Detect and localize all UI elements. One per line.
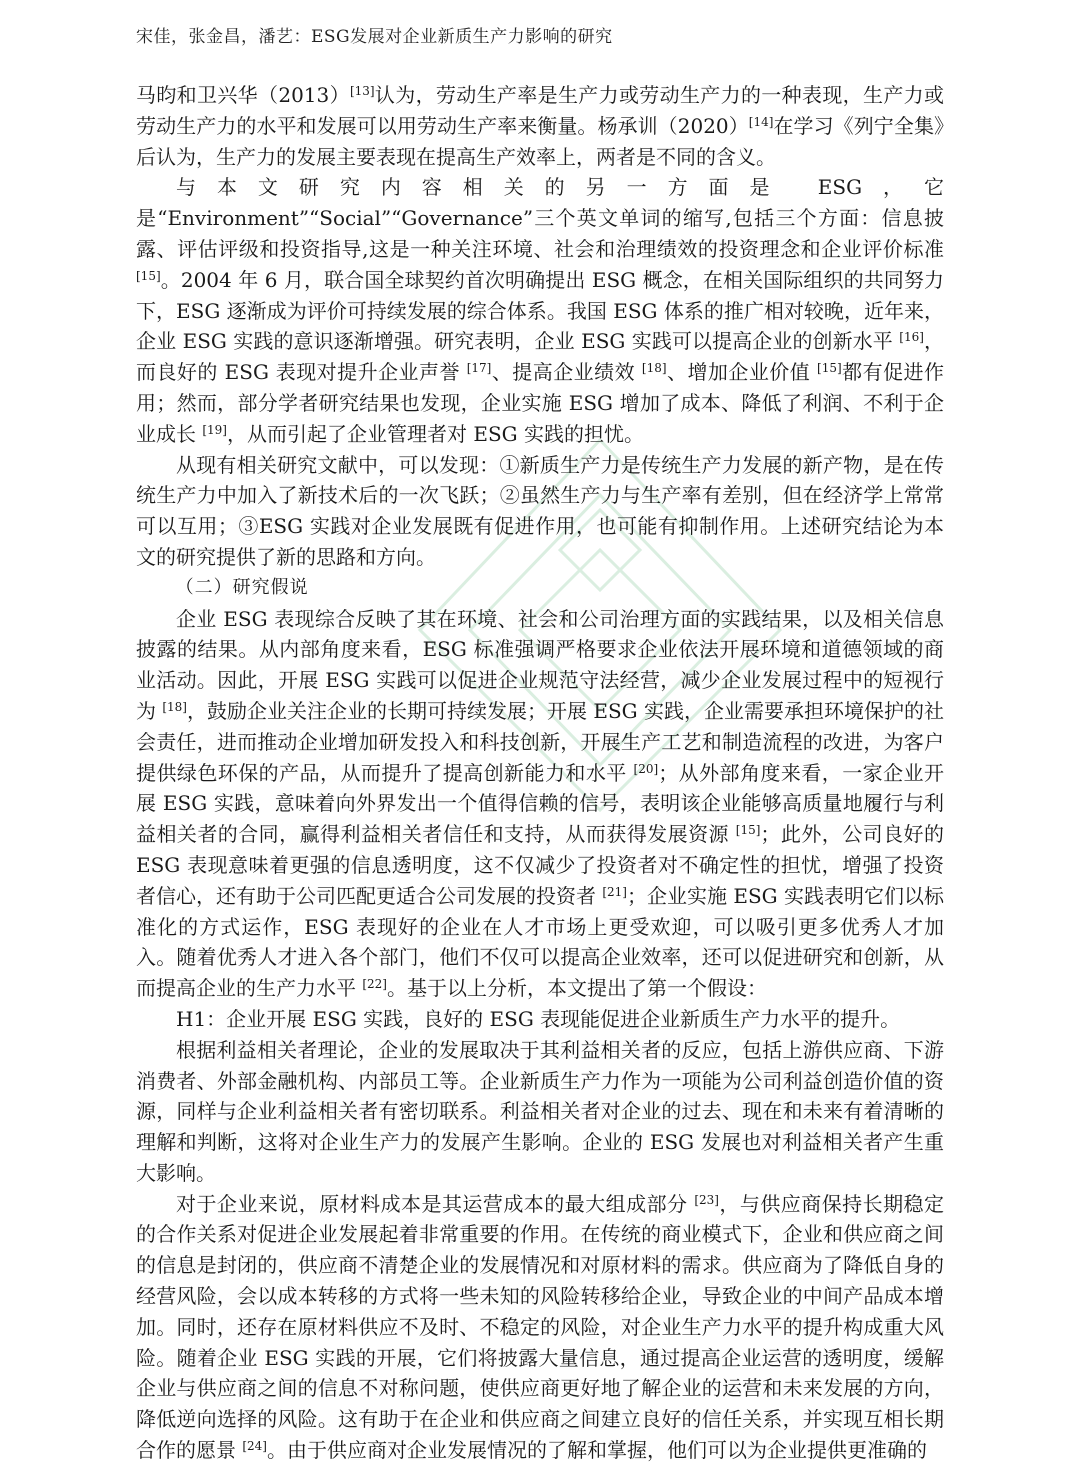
text-run: ，而良好的 ESG 表现对提升企业声誉 (136, 329, 945, 385)
text-run: ，与供应商保持长期稳定的合作关系对促进企业发展起着非常重要的作用。在传统的商业模式下，企业和供应商之间的信息是封闭的，供应商不清楚企业的发展情况和对原材料的需求。供应商为了降低自身的经营风险，会以成本转移的方式将一些未知的风险转移给企业，导致企业的中间产品成本增加。同时，还存在原材料供应不及时、不稳定的风险，对企业生产力水平的提升构成重大风险。随着企业 ESG 实践的开展，它们将披露大量信息，通过提高企业运营的透明度，缓解企业与供应商之间的信息不对称问题，使供应商更好地了解企业的运营和未来发展的方向，降低逆向选择的风险。这有助于在企业和供应商之间建立良好的信任关系，并实现互相长期合作的愿景 (136, 1191, 945, 1463)
text-run: （二）研究假说 (175, 576, 309, 598)
text-run: ，鼓励企业关注企业的长期可持续发展；开展 ESG 实践，企业需要承担环境保护的社会责任，进而推动企业增加研发投入和科技创新，开展生产工艺和制造流程的改进，为客户提供绿色环保的产品，从而提升了提高创新能力和水平 (136, 698, 944, 785)
citation-ref: [15] (817, 361, 842, 376)
citation-ref: [18] (641, 361, 667, 376)
text-run: ；此外，公司良好的 ESG 表现意味着更强的信息透明度，这不仅减少了投资者对不确定性的担忧，增强了投资者信心，还有助于公司匹配更适合公司发展的投资者 (136, 822, 945, 908)
text-run: 。由于供应商对企业发展情况的了解和掌握，他们可以为企业提供更准确的 (267, 1438, 927, 1463)
text-run: 认为，劳动生产率是生产力或劳动生产力的一种表现，生产力或劳动生产力的水平和发展可以用劳动生产率来衡量。杨承训（2020） (136, 83, 945, 138)
citation-ref: [14] (748, 114, 774, 129)
citation-ref: [20] (633, 761, 659, 776)
text-run: 都有促进作用；然而，部分学者研究结果也发现，企业实施 ESG 增加了成本、降低了利润、不利于企业成长 (136, 360, 944, 446)
citation-ref: [23] (694, 1192, 719, 1207)
paragraph (136, 1189, 944, 1466)
citation-ref: [19] (202, 422, 227, 437)
citation-ref: [17] (466, 361, 492, 376)
citation-ref: [18] (162, 699, 187, 714)
text-run: ；从外部角度来看，一家企业开展 ESG 实践，意味着向外界发出一个值得信赖的信号，表明该企业能够高质量地履行与利益相关者的合同，赢得利益相关者信任和支持，从而获得发展资源 (136, 760, 945, 847)
text-run: 对于企业来说，原材料成本是其运营成本的最大组成部分 (176, 1191, 695, 1216)
paragraph (136, 172, 944, 449)
text-run: H1：企业开展 ESG 实践，良好的 ESG 表现能促进企业新质生产力水平的提升。 (176, 1006, 901, 1031)
text-run: 马昀和卫兴华（2013） (136, 83, 350, 107)
text-run: 。2004 年 6 月，联合国全球契约首次明确提出 ESG 概念，在相关国际组织的共同努力下，ESG 逐渐成为评价可持续发展的综合体系。我国 ESG 体系的推广相对较晚，近年来，企业 ESG 实践的意识逐渐增强。研究表明，企业 ESG 实践可以提高企业的创新水平 (136, 267, 944, 354)
citation-ref: [22] (362, 977, 387, 992)
citation-ref: [13] (349, 84, 375, 98)
text-run: ；企业实施 ESG 实践表明它们以标准化的方式运作，ESG 表现好的企业在人才市场上更受欢迎，可以吸引更多优秀人才加入。随着优秀人才进入各个部门，他们不仅可以提高企业效率，还可以促进研究和创新，从而提高企业的生产力水平 (136, 883, 944, 1001)
citation-ref: [15] (735, 823, 761, 838)
paragraph (136, 1035, 944, 1189)
text-run: 企业 ESG 表现综合反映了其在环境、社会和公司治理方面的实践结果，以及相关信息披露的结果。从内部角度来看，ESG 标准强调严格要求企业依法开展环境和道德领域的商业活动。因此，开展 ESG 实践可以促进企业规范守法经营，减少企业发展过程中的短视行为 (136, 606, 944, 723)
paragraph (136, 450, 944, 573)
text-run: 根据利益相关者理论，企业的发展取决于其利益相关者的反应，包括上游供应商、下游消费者、外部金融机构、内部员工等。企业新质生产力作为一项能为公司利益创造价值的资源，同样与企业利益相关者有密切联系。利益相关者对企业的过去、现在和未来有着清晰的理解和判断，这将对企业生产力的发展产生影响。企业的 ESG 发展也对利益相关者产生重大影响。 (136, 1037, 944, 1185)
citation-ref: [21] (602, 884, 627, 899)
text-run: 。基于以上分析，本文提出了第一个假设： (387, 976, 767, 1001)
paragraph (136, 1004, 944, 1035)
text-run: 从现有相关研究文献中，可以发现：①新质生产力是传统生产力发展的新产物，是在传统生产力中加入了新技术后的一次飞跃；②虽然生产力与生产率有差别，但在经济学上常常可以互用；③ESG 实践对企业发展既有促进作用，也可能有抑制作用。上述研究结论为本文的研究提供了新的思路和方向。 (136, 452, 944, 569)
running-header: 宋佳，张金昌，潘艺：ESG发展对企业新质生产力影响的研究 (136, 27, 613, 47)
article-body (136, 80, 944, 1466)
text-run: ，从而引起了企业管理者对 ESG 实践的担忧。 (227, 421, 644, 446)
text-run: 在学习《列宁全集》后认为，生产力的发展主要表现在提高生产效率上，两者是不同的含义。 (136, 113, 945, 169)
text-run: 与本文研究内容相关的另一方面是 ESG，它是“Environment”“Social”“Governance”三个英文单词的缩写,包括三个方面：信息披露、评估评级和投资指导,这是一种关注环境、社会和治理绩效的投资理念和企业评价标准 (136, 175, 944, 261)
paragraph (136, 80, 944, 172)
section-heading (136, 573, 944, 604)
text-run: 、增加企业价值 (666, 360, 818, 385)
citation-ref: [16] (899, 330, 924, 345)
paragraph (136, 604, 944, 1004)
text-run: 、提高企业绩效 (491, 360, 642, 385)
citation-ref: [15] (136, 268, 161, 283)
citation-ref: [24] (242, 1439, 267, 1454)
